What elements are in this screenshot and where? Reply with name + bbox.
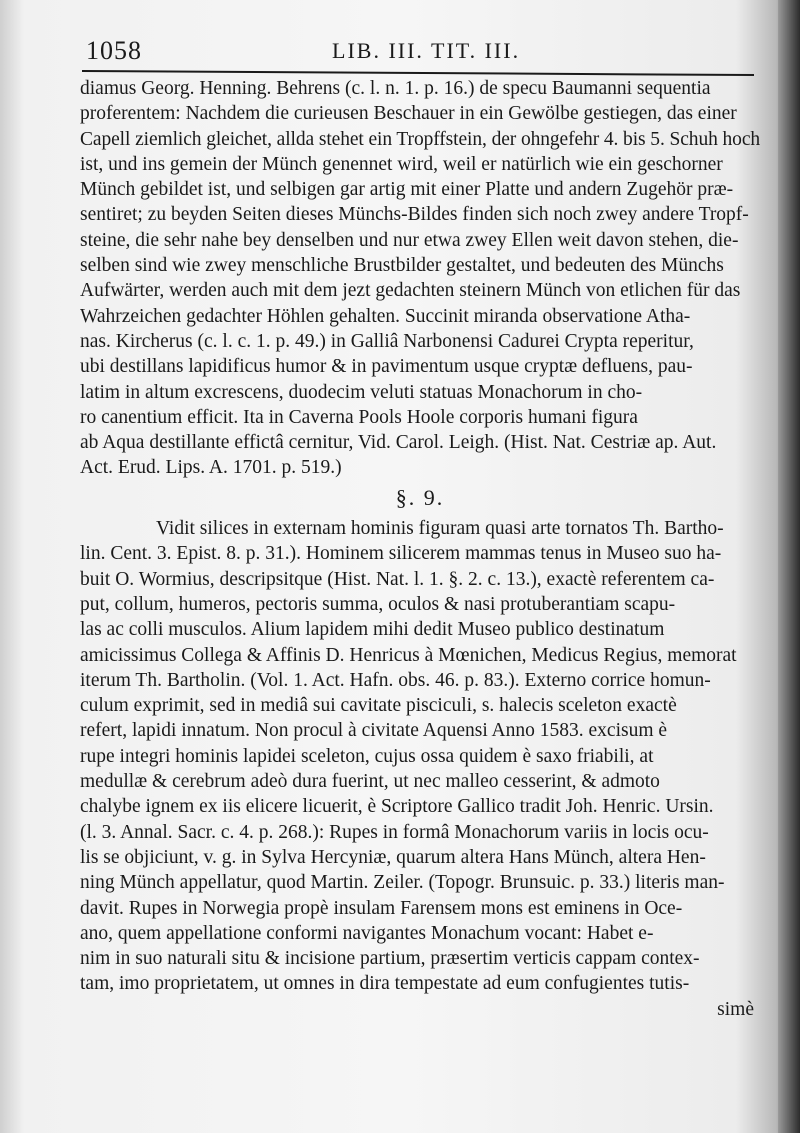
text-line: steine, die sehr nahe bey denselben und nur etwa zwey Ellen weit davon stehen, die-	[80, 229, 739, 251]
text-line: diamus Georg. Henning. Behrens (c. l. n. 1. p. 16.) de specu Baumanni sequentia	[80, 78, 711, 99]
page-header	[82, 30, 742, 70]
text-line: amicissimus Collega & Affinis D. Henricus à Mœnichen, Medicus Regius, memorat	[80, 644, 737, 666]
text-line: ubi destillans lapidificus humor & in pavimentum usque cryptæ defluens, pau-	[80, 356, 693, 378]
text-line: Aufwärter, werden auch mit dem jezt gedachten steinern Münch von etlichen für das	[80, 280, 741, 302]
text-line: tam, imo proprietatem, ut omnes in dira tempestate ad eum confugientes tutis-	[80, 973, 690, 995]
text-line: chalybe ignem ex iis elicere licuerit, è Scriptore Gallico tradit Joh. Henric. Ursin.	[80, 796, 714, 818]
text-line: Vidit silices in externam hominis figuram quasi arte tornatos Th. Bartho-	[156, 518, 724, 540]
text-line: sentiret; zu beyden Seiten dieses Münchs-Bildes finden sich noch zwey andere Tropf-	[80, 204, 749, 226]
text-line: ning Münch appellatur, quod Martin. Zeiler. (Topogr. Brunsuic. p. 33.) literis man-	[80, 872, 725, 894]
text-line: ab Aqua destillante effictâ cernitur, Vid. Carol. Leigh. (Hist. Nat. Cestriæ ap. Aut.	[80, 432, 717, 454]
text-line: rupe integri hominis lapidei sceleton, cujus ossa quidem è saxo friabili, at	[80, 745, 654, 767]
text-line: (l. 3. Annal. Sacr. c. 4. p. 268.): Rupes in formâ Monachorum variis in locis ocu-	[80, 821, 709, 843]
section-heading: §. 9.	[395, 484, 445, 510]
book-spine-shadow	[778, 0, 800, 1133]
text-line: refert, lapidi innatum. Non procul à civitate Aquensi Anno 1583. excisum è	[80, 720, 668, 742]
text-line: las ac colli musculos. Alium lapidem mihi dedit Museo publico destinatum	[80, 619, 665, 641]
text-line: put, collum, humeros, pectoris summa, oculos & nasi protuberantiam scapu-	[80, 593, 676, 615]
text-line: lis se objiciunt, v. g. in Sylva Hercyniæ, quarum altera Hans Münch, altera Hen-	[80, 846, 706, 868]
body-text	[80, 76, 760, 1022]
text-line: ano, quem appellatione conformi navigantes Monachum vocant: Habet e-	[80, 922, 654, 944]
text-line: ist, und ins gemein der Münch genennet wird, weil er natürlich wie ein geschorner	[80, 153, 723, 175]
text-line: medullæ & cerebrum adeò dura fuerint, ut nec malleo cesserint, & admoto	[80, 771, 660, 793]
text-line: Capell ziemlich gleichet, allda stehet ein Tropffstein, der ohngefehr 4. bis 5. Schuh hoch	[80, 128, 761, 150]
text-line: selben sind wie zwey menschliche Brustbilder gestaltet, und bedeuten des Münchs	[80, 255, 724, 277]
paragraph-1	[80, 76, 760, 481]
page-number: 1058	[86, 36, 142, 65]
text-line: Act. Erud. Lips. A. 1701. p. 519.)	[80, 457, 342, 479]
text-line: ro canentium efficit. Ita in Caverna Pools Hoole corporis humani figura	[80, 406, 638, 428]
running-title: LIB. III. TIT. III.	[332, 38, 521, 63]
text-line: simè	[717, 998, 754, 1020]
text-line: Münch gebildet ist, und selbigen gar artig mit einer Platte und andern Zugehör præ-	[80, 179, 734, 201]
paragraph-2	[80, 516, 760, 1022]
text-line: nas. Kircherus (c. l. c. 1. p. 49.) in Galliâ Narbonensi Cadurei Crypta reperitur,	[80, 330, 694, 352]
text-line: Wahrzeichen gedachter Höhlen gehalten. Succinit miranda observatione Atha-	[80, 305, 691, 327]
text-line: proferentem: Nachdem die curieusen Beschauer in ein Gewölbe gestiegen, das einer	[80, 103, 737, 125]
text-line: lin. Cent. 3. Epist. 8. p. 31.). Hominem silicerem mammas tenus in Museo suo ha-	[80, 543, 722, 565]
text-line: nim in suo naturali situ & incisione partium, præsertim verticis cappam contex-	[80, 948, 700, 970]
text-line: iterum Th. Bartholin. (Vol. 1. Act. Hafn. obs. 46. p. 83.). Externo corrice homun-	[80, 669, 711, 691]
text-line: culum exprimit, sed in mediâ sui cavitate pisciculi, s. halecis sceleton exactè	[80, 695, 677, 717]
text-line: davit. Rupes in Norwegia propè insulam Farensem mons est eminens in Oce-	[80, 897, 683, 919]
text-line: buit O. Wormius, descripsitque (Hist. Nat. l. 1. §. 2. c. 13.), exactè referentem ca-	[80, 568, 715, 590]
text-line: latim in altum excrescens, duodecim veluti statuas Monachorum in cho-	[80, 381, 643, 403]
